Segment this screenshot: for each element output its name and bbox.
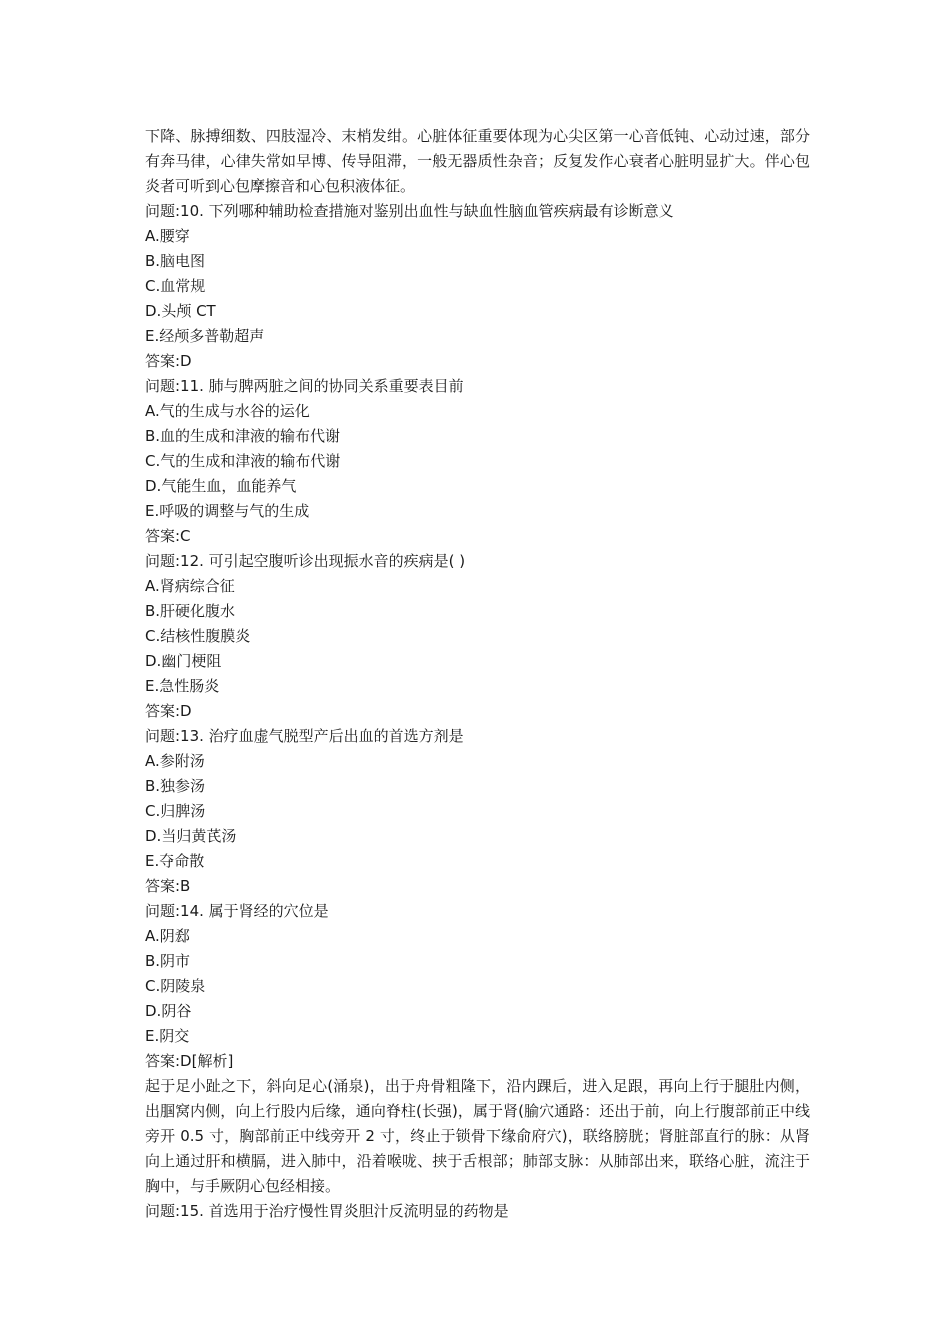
document-body: [145, 124, 810, 1224]
q11-option-c: C.气的生成和津液的输布代谢: [145, 452, 341, 470]
q10-option-b: B.脑电图: [145, 252, 206, 270]
q11-option-d: D.气能生血，血能养气: [145, 477, 297, 495]
q10-option-a: A.腰穿: [145, 227, 190, 245]
q14-option-e: E.阴交: [145, 1027, 190, 1045]
q11-option-a: A.气的生成与水谷的运化: [145, 402, 310, 420]
q10-option-d: D.头颅 CT: [145, 302, 216, 320]
intro-paragraph: 下降、脉搏细数、四肢湿冷、末梢发绀。心脏体征重要体现为心尖区第一心音低钝、心动过速，部分有奔马律，心律失常如早博、传导阻滞，一般无器质性杂音；反复发作心衰者心脏明显扩大。伴心包炎者可听到心包摩擦音和心包积液体征。: [145, 127, 810, 195]
q14-option-c: C.阴陵泉: [145, 977, 206, 995]
q12-option-c: C.结核性腹膜炎: [145, 627, 251, 645]
q13-answer: 答案:B: [145, 877, 191, 895]
q13-option-d: D.当归黄芪汤: [145, 827, 237, 845]
q14-option-d: D.阴谷: [145, 1002, 192, 1020]
q10-option-e: E.经颅多普勒超声: [145, 327, 265, 345]
q11-option-b: B.血的生成和津液的输布代谢: [145, 427, 341, 445]
question-13: 问题:13. 治疗血虚气脱型产后出血的首选方剂是: [145, 727, 464, 745]
q10-answer: 答案:D: [145, 352, 192, 370]
question-12: 问题:12. 可引起空腹听诊出现振水音的疾病是( ): [145, 552, 466, 570]
q13-option-e: E.夺命散: [145, 852, 205, 870]
q13-option-c: C.归脾汤: [145, 802, 206, 820]
question-15: 问题:15. 首选用于治疗慢性胃炎胆汁反流明显的药物是: [145, 1202, 509, 1220]
q13-option-a: A.参附汤: [145, 752, 205, 770]
q12-option-b: B.肝硬化腹水: [145, 602, 236, 620]
question-11: 问题:11. 肺与脾两脏之间的协同关系重要表目前: [145, 377, 464, 395]
q12-option-e: E.急性肠炎: [145, 677, 220, 695]
q14-option-a: A.阴郄: [145, 927, 190, 945]
q14-answer: 答案:D[解析]: [145, 1052, 234, 1070]
q14-explanation: 起于足小趾之下，斜向足心(涌泉)，出于舟骨粗隆下，沿内踝后，进入足跟，再向上行于腿肚内侧，出腘窝内侧，向上行股内后缘，通向脊柱(长强)，属于肾(腧穴通路：还出于前，向上行腹部前正中线旁开 0.5 寸，胸部前正中线旁开 2 寸，终止于锁骨下缘俞府穴)，联络膀胱；肾脏部直行的脉：从肾向上通过肝和横膈，进入肺中，沿着喉咙、挟于舌根部；肺部支脉：从肺部出来，联络心脏，流注于胸中，与手厥阴心包经相接。: [145, 1077, 810, 1195]
q12-option-a: A.肾病综合征: [145, 577, 235, 595]
q13-option-b: B.独参汤: [145, 777, 206, 795]
q11-answer: 答案:C: [145, 527, 191, 545]
q10-option-c: C.血常规: [145, 277, 206, 295]
q14-option-b: B.阴市: [145, 952, 191, 970]
q12-option-d: D.幽门梗阻: [145, 652, 222, 670]
q12-answer: 答案:D: [145, 702, 192, 720]
q11-option-e: E.呼吸的调整与气的生成: [145, 502, 310, 520]
question-10: 问题:10. 下列哪种辅助检查措施对鉴别出血性与缺血性脑血管疾病最有诊断意义: [145, 202, 674, 220]
question-14: 问题:14. 属于肾经的穴位是: [145, 902, 329, 920]
